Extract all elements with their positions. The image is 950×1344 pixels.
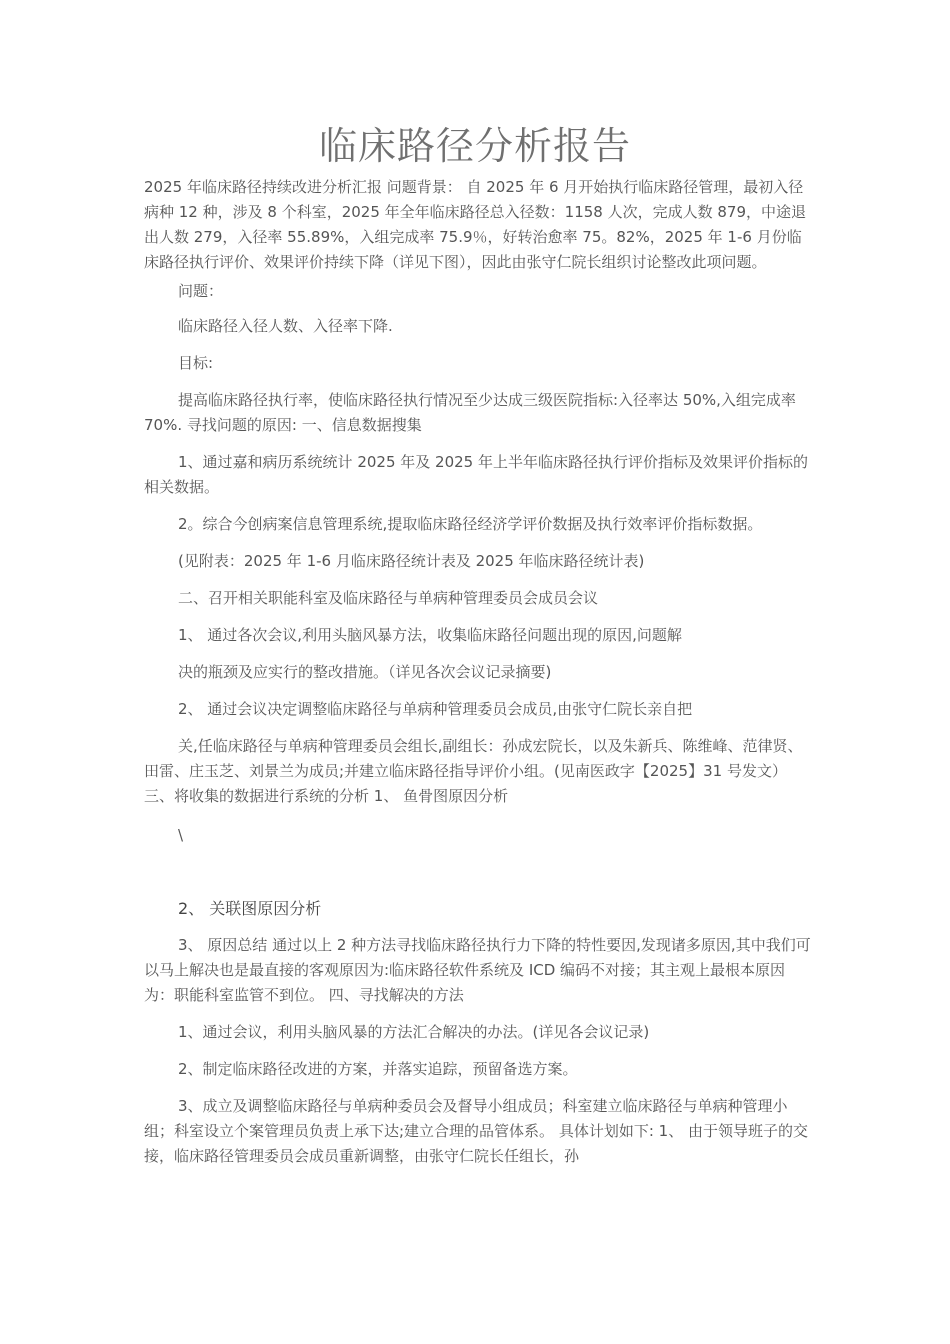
- solution-item-1: 1、通过会议，利用头脑风暴的方法汇合解决的办法。(详见各会议记录): [178, 1023, 650, 1041]
- data-collection-item-2: 2。综合今创病案信息管理系统,提取临床路径经济学评价数据及执行效率评价指标数据。: [178, 515, 763, 533]
- meeting-item-2: 2、 通过会议决定调整临床路径与单病种管理委员会成员,由张守仁院长亲自把: [178, 700, 693, 718]
- attachment-note: (见附表：2025 年 1-6 月临床路径统计表及 2025 年临床路径统计表): [178, 552, 645, 570]
- cause-summary: 3、 原因总结 通过以上 2 种方法寻找临床路径执行力下降的特性要因,发现诸多原因,其中我们可以马上解决也是最直接的客观原因为:临床路径软件系统及 ICD 编码不对接；其主观上最根本原因为：职能科室监管不到位。 四、寻找解决的方法: [144, 936, 811, 1004]
- fishbone-placeholder: \: [178, 826, 184, 844]
- document-title: 临床路径分析报告: [318, 124, 631, 168]
- image-gap: [144, 848, 812, 896]
- data-collection-item-1: 1、通过嘉和病历系统统计 2025 年及 2025 年上半年临床路径执行评价指标及效果评价指标的相关数据。: [144, 453, 808, 496]
- meeting-heading: 二、召开相关职能科室及临床路径与单病种管理委员会成员会议: [178, 589, 599, 607]
- goal-text: 提高临床路径执行率，使临床路径执行情况至少达成三级医院指标:入径率达 50%,入组完成率 70%. 寻找问题的原因: 一、信息数据搜集: [144, 391, 796, 434]
- problem-label: 问题：: [178, 282, 224, 300]
- solution-item-3: 3、成立及调整临床路径与单病种委员会及督导小组成员；科室建立临床路径与单病种管理小组；科室设立个案管理员负责上承下达;建立合理的品管体系。 具体计划如下: 1、 由于领导班子的交接，临床路径管理委员会成员重新调整，由张守仁院长任组长，孙: [144, 1097, 808, 1165]
- document-body: [144, 175, 812, 1169]
- background-paragraph: 2025 年临床路径持续改进分析汇报 问题背景： 自 2025 年 6 月开始执行临床路径管理，最初入径病种 12 种，涉及 8 个科室，2025 年全年临床路径总入径数：1158 人次，完成人数 879，中途退出人数 279，入径率 55.89%，入组完成率 75.9％，好转治愈率 75。82%，2025 年 1-6 月份临床路径执行评价、效果评价持续下降（详见下图），因此由张守仁院长组织讨论整改此项问题。: [144, 178, 806, 271]
- problem-text: 临床路径入径人数、入径率下降.: [178, 317, 393, 335]
- goal-label: 目标:: [178, 354, 214, 372]
- solution-item-2: 2、制定临床路径改进的方案，并落实追踪，预留备选方案。: [178, 1060, 578, 1078]
- meeting-item-1: 1、 通过各次会议,利用头脑风暴方法，收集临床路径问题出现的原因,问题解: [178, 626, 682, 644]
- association-heading: 2、 关联图原因分析: [178, 899, 322, 918]
- meeting-item-1-cont: 决的瓶颈及应实行的整改措施。（详见各次会议记录摘要): [178, 663, 552, 681]
- meeting-item-2-cont: 关,任临床路径与单病种管理委员会组长,副组长：孙成宏院长，以及朱新兵、陈维峰、范律贤、田雷、庄玉芝、刘景兰为成员;并建立临床路径指导评价小组。(见南医政字【2025】31 号发文） 三、将收集的数据进行系统的分析 1、 鱼骨图原因分析: [144, 737, 803, 805]
